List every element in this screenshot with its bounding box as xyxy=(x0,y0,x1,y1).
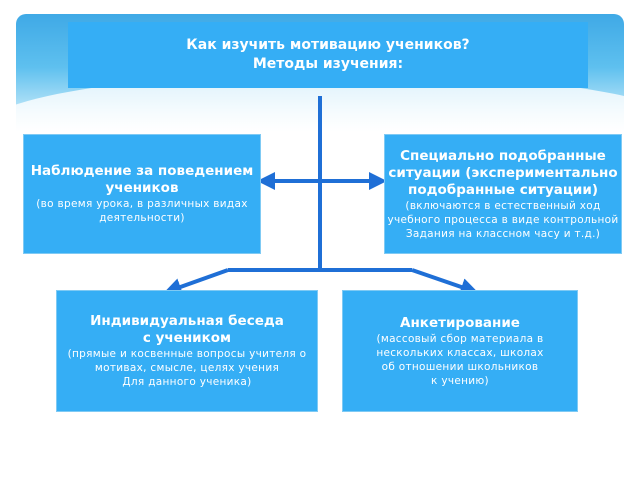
survey-title-1: Анкетирование xyxy=(400,314,520,331)
interview-desc-3: Для данного ученика) xyxy=(122,376,252,388)
observation-title-1: Наблюдение за поведением xyxy=(30,163,254,179)
situations-desc-2: учебного процесса в виде контрольной xyxy=(387,213,619,226)
interview-title-2: с учеником xyxy=(142,330,232,346)
interview-desc-2: мотивах, смысле, целях учения xyxy=(94,362,280,374)
observation-title-2: учеников xyxy=(105,180,179,196)
method-situations-box xyxy=(384,134,622,254)
method-interview-box xyxy=(56,290,318,412)
survey-desc-2: нескольких классах, школах xyxy=(376,346,544,359)
situations-desc-1: (включаются в естественный ход xyxy=(405,199,601,212)
interview-desc-1: (прямые и косвенные вопросы учителя о xyxy=(67,348,307,360)
survey-desc-3: об отношении школьников xyxy=(381,360,539,373)
situations-title-3: подобранные ситуации) xyxy=(408,181,598,198)
situations-desc-3: Задания на классном часу и т.д.) xyxy=(405,227,601,240)
survey-desc-1: (массовый сбор материала в xyxy=(376,332,544,345)
method-survey-box xyxy=(342,290,578,412)
arrow-to-survey xyxy=(412,270,470,290)
method-observation-box xyxy=(23,134,261,254)
observation-desc-1: (во время урока, в различных видах xyxy=(36,198,248,210)
situations-title-1: Специально подобранные xyxy=(400,147,606,164)
survey-desc-4: к учению) xyxy=(431,374,489,387)
title-line-1: Как изучить мотивацию учеников? xyxy=(186,37,470,53)
title-box xyxy=(68,22,588,88)
interview-title-1: Индивидуальная беседа xyxy=(90,313,284,329)
arrow-to-interview xyxy=(172,270,228,290)
situations-title-2: ситуации (экспериментально xyxy=(388,164,618,181)
observation-desc-2: деятельности) xyxy=(99,212,185,224)
title-line-2: Методы изучения: xyxy=(252,56,404,72)
